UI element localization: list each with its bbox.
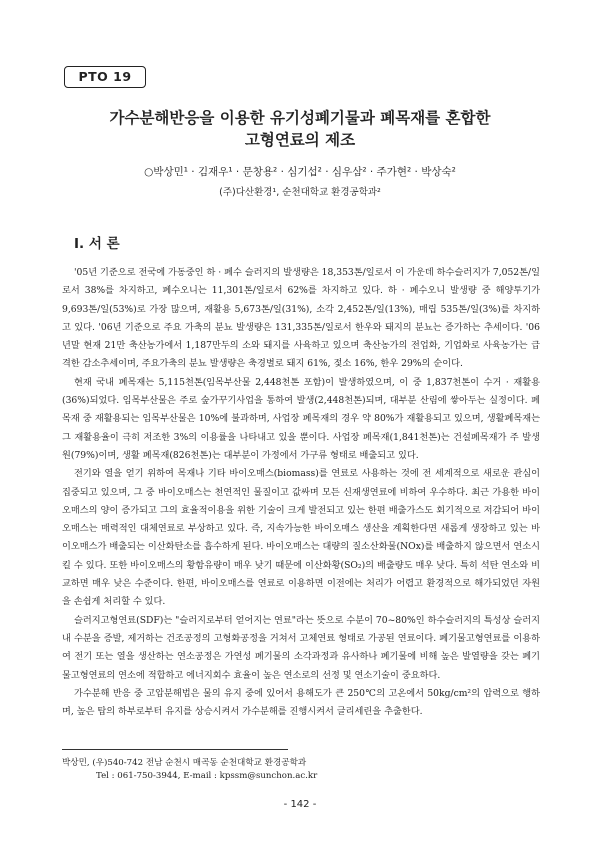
footnote-address: 박상민, (우)540-742 전남 순천시 매곡동 순천대학교 환경공학과: [62, 758, 307, 768]
paragraph: 슬러지고형연료(SDF)는 "슬러지로부터 얻어지는 연료"라는 뜻으로 수분이 70~80%인 하수슬러지의 특성상 슬러지내 수분을 증발, 제거하는 건조공정의 고형화공정을 거쳐서 고체연료 형태로 가공된 연료이다. 폐기물고형연료를 이용하여 전기 또는 열을 생산하는 연소공정은 가연성 폐기물의 소각과정과 유사하나 폐기물에 비해 높은 발열량을 갖는 폐기물고형연료의 연소에 적합하고 에너지회수 효율이 높은 연소로의 선정 및 연소기술이 중요하다.: [62, 614, 540, 681]
section-heading: I. 서 론: [74, 236, 120, 252]
paragraph: 현재 국내 폐목재는 5,115천톤(임목부산물 2,448천톤 포함)이 발생하였으며, 이 중 1,837천톤이 수거 · 재활용(36%)되었다. 임목부산물은 주로 숲가꾸기사업을 통하여 발생(2,448천톤)되며, 대부분 산림에 쌓아두는 실정이다. 폐목재 중 재활용되는 임목부산물은 10%에 불과하며, 사업장 폐목재의 경우 약 80%가 재활용되고 있으며, 생활폐목재는 그 재활용율이 극히 저조한 3%의 이용률을 나타내고 있을 뿐이다. 사업장 폐목재(1,841천톤)는 건설폐목재가 주 발생원(79%)이며, 생활 폐목재(826천톤)는 대부분이 가정에서 가구류 형태로 배출되고 있다.: [62, 376, 540, 461]
paragraph: 가수분해 반응 중 고압분해법은 물의 유지 중에 있어서 용해도가 큰 250℃의 고온에서 50kg/cm²의 압력으로 행하며, 높은 탑의 하부로부터 유지를 상승시켜서 가수분해를 진행시켜서 글리세린을 추출한다.: [62, 687, 540, 718]
author-list: ○박상민¹ · 김재우¹ · 문창용² · 심기섭² · 심우삼² · 주가현² · 박상숙²: [144, 166, 456, 178]
footnote-divider: [62, 749, 288, 750]
page-number: - 142 -: [283, 799, 317, 810]
paragraph: 전기와 열을 얻기 위하여 목재나 기타 바이오매스(biomass)를 연료로 사용하는 것에 전 세계적으로 새로운 관심이 집중되고 있으며, 그 중 바이오매스는 천연적인 물질이고 값싸며 모든 신재생연료에 비하여 우수하다. 최근 가용한 바이오매스의 양이 증가되고 그의 효율적이용을 위한 기술이 크게 발전되고 있는 한편 배출가스도 회기적으로 저감되어 바이오매스는 매력적인 대체연료로 부상하고 있다. 즉, 지속가능한 바이오매스 생산을 계획한다면 새롭게 생장하고 있는 바이오매스가 배출되는 이산화탄소를 흡수하게 된다. 바이오매스는 대량의 질소산화물(NOx)를 배출하지 않으면서 연소시킬 수 있다. 또한 바이오매스의 황함유량이 매우 낮기 때문에 이산화황(SO₂)의 배출량도 매우 낮다. 특히 석탄 연소와 비교하면 매우 낮은 수준이다. 한편, 바이오매스를 연료로 이용하면 이전에는 처리가 어렵고 환경적으로 해가되었던 자원을 손쉽게 처리할 수 있다.: [62, 468, 540, 608]
footnote-contact: Tel : 061-750-3944, E-mail : kpssm@sunchon.ac.kr: [96, 771, 318, 781]
paper-title-line-1: 가수분해반응을 이용한 유기성폐기물과 폐목재를 혼합한: [109, 109, 491, 127]
affiliation: (주)다산환경¹, 순천대학교 환경공학과²: [219, 187, 381, 198]
paragraph: '05년 기준으로 전국에 가동중인 하 · 폐수 슬러지의 발생량은 18,353톤/일로서 이 가운데 하수슬러지가 7,052톤/일로서 38%를 차지하고, 폐수오니는 11,301톤/일로서 62%를 차지하고 있다. 하 · 폐수오니 발생량 중 해양투기가 9,693톤/일(53%)로 가장 많으며, 재활용 5,673톤/일(31%), 소각 2,452톤/일(13%), 매립 535톤/일(3%)를 차지하고 있다. '06년 기준으로 주요 가축의 분뇨 발생량은 131,335톤/일로서 한우와 돼지의 분뇨는 증가하는 추세이다. '06년말 현재 21만 축산농가에서 1,187만두의 소와 돼지를 사육하고 있으며 축산농가의 전업화, 기업화로 사육농가는 급격한 감소추세이며, 주요가축의 분뇨 발생량은 축경별로 돼지 61%, 젖소 16%, 한우 29%의 순이다.: [62, 267, 540, 370]
body-text: [62, 264, 540, 721]
session-badge: PTO 19: [64, 66, 146, 88]
paper-title-line-2: 고형연료의 제조: [244, 131, 356, 149]
